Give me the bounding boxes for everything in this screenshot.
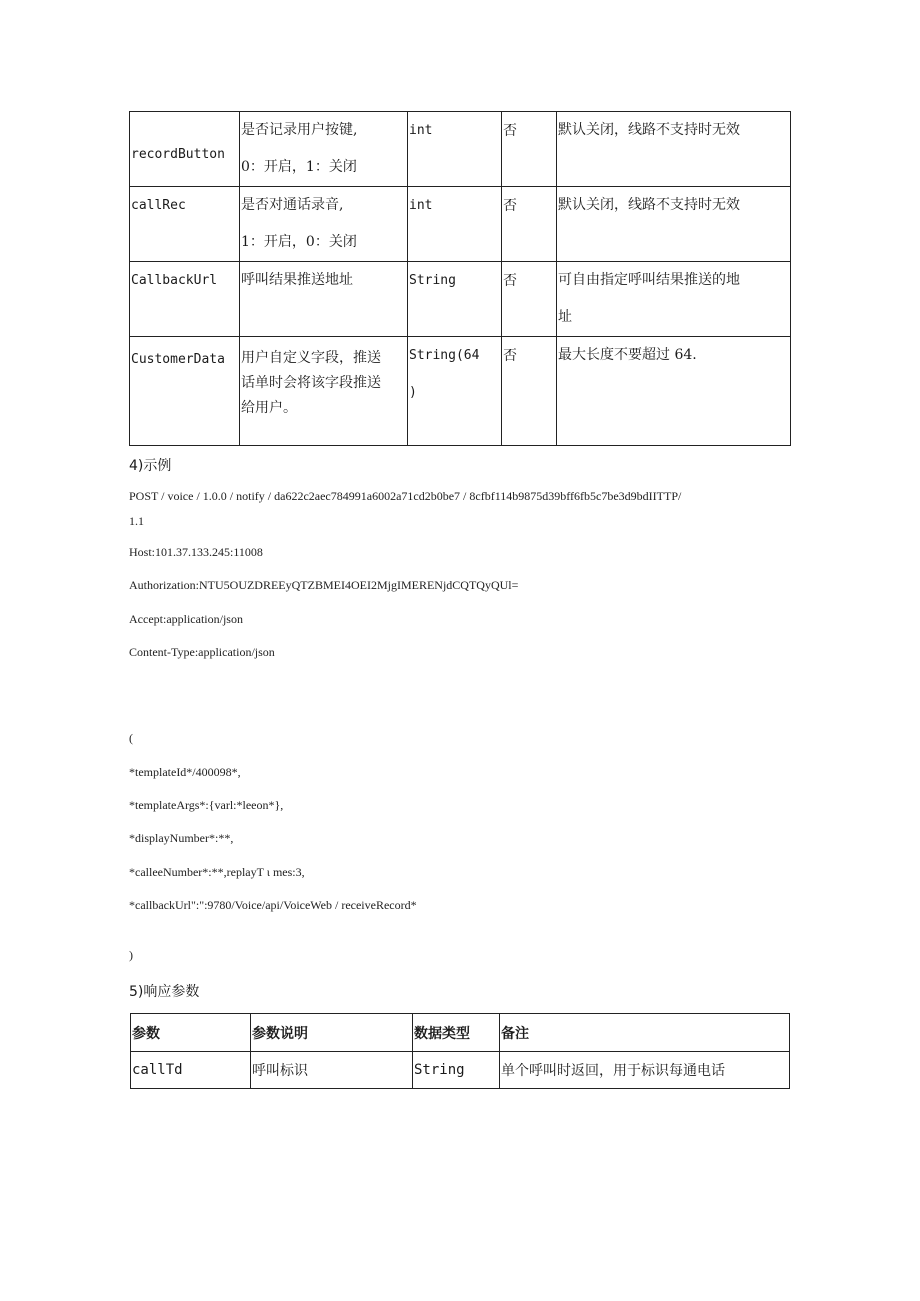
table-cell: String — [413, 1052, 500, 1089]
table-header-row — [131, 1014, 790, 1052]
param-type-cell-line: String(64 — [409, 348, 480, 363]
table-row — [130, 112, 791, 187]
param-name-cell-text: CustomerData — [131, 352, 225, 367]
param-name-cell-text: CallbackUrl — [131, 273, 218, 288]
accept-header: Accept:application/json — [129, 612, 243, 626]
body-line: *templateId*/400098*, — [129, 765, 241, 779]
param-desc-cell-line: 是否记录用户按键, — [241, 122, 358, 138]
param-type-cell-line: int — [409, 198, 433, 213]
param-desc-cell-line: 用户自定义字段，推送 — [241, 350, 381, 366]
request-line: POST / voice / 1.0.0 / notify / da622c2aec784991a6002a71cd2b0be7 / 8cfbf114b9875d39bff6fb5c7be3d9bdIITTP/ — [129, 489, 682, 503]
param-desc-cell — [240, 262, 408, 337]
param-type-cell-line: String — [409, 273, 456, 288]
body-line: *displayNumber*:**, — [129, 831, 234, 845]
body-line: *templateArgs*:{varl:*leeon*}, — [129, 798, 284, 812]
column-header: 数据类型 — [413, 1014, 500, 1052]
param-desc-cell-line: 0：开启，1：关闭 — [241, 159, 357, 175]
param-required-cell-text: 否 — [503, 198, 517, 214]
table-row — [130, 187, 791, 262]
content-type-header: Content-Type:application/json — [129, 645, 275, 659]
param-name-cell — [130, 337, 240, 446]
body-close-bracket: ) — [129, 948, 133, 962]
host-header: Host:101.37.133.245:11008 — [129, 545, 263, 559]
param-note-cell — [557, 112, 791, 187]
body-open-bracket: ( — [129, 731, 133, 745]
param-name-cell-text: callRec — [131, 198, 186, 213]
param-name-cell-text: recordButton — [131, 147, 225, 162]
example-heading: 4)示例 — [129, 458, 172, 474]
param-note-cell-line: 最大长度不要超过 64. — [558, 347, 697, 363]
param-required-cell — [502, 262, 557, 337]
param-note-cell-line: 址 — [558, 309, 572, 325]
param-type-cell-line: int — [409, 123, 433, 138]
body-line: *callbackUrl":":9780/Voice/api/VoiceWeb / receiveRecord* — [129, 898, 417, 912]
param-desc-cell — [240, 112, 408, 187]
param-required-cell — [502, 337, 557, 446]
param-note-cell — [557, 187, 791, 262]
authorization-header: Authorization:NTU5OUZDREEyQTZBMEI4OEI2MjgIMERENjdCQTQyQUl= — [129, 578, 519, 592]
param-desc-cell-line: 给用户。 — [241, 400, 297, 416]
request-line-continued: 1.1 — [129, 514, 144, 528]
param-type-cell — [408, 112, 502, 187]
param-note-cell-line: 可自由指定呼叫结果推送的地 — [558, 272, 740, 288]
param-type-cell — [408, 337, 502, 446]
response-heading: 5)响应参数 — [129, 984, 200, 1000]
table-row — [130, 262, 791, 337]
param-required-cell — [502, 112, 557, 187]
param-note-cell-line: 默认关闭，线路不支持时无效 — [558, 197, 740, 213]
column-header: 参数 — [131, 1014, 251, 1052]
param-required-cell-text: 否 — [503, 348, 517, 364]
param-note-cell — [557, 337, 791, 446]
param-desc-cell-line: 呼叫结果推送地址 — [241, 272, 353, 288]
param-note-cell-line: 默认关闭，线路不支持时无效 — [558, 122, 740, 138]
table-row — [131, 1052, 790, 1089]
param-name-cell — [130, 112, 240, 187]
param-name-cell — [130, 262, 240, 337]
param-desc-cell-line: 是否对通话录音, — [241, 197, 344, 213]
body-line: *calleeNumber*:**,replayT ι mes:3, — [129, 865, 305, 879]
response-parameter-table — [130, 1013, 790, 1089]
param-required-cell-text: 否 — [503, 273, 517, 289]
param-desc-cell-line: 1：开启，0：关闭 — [241, 234, 357, 250]
request-parameter-table — [129, 111, 791, 446]
column-header: 参数说明 — [251, 1014, 413, 1052]
param-required-cell-text: 否 — [503, 123, 517, 139]
param-desc-cell — [240, 187, 408, 262]
table-row — [130, 337, 791, 446]
param-note-cell — [557, 262, 791, 337]
param-type-cell-line: ) — [409, 385, 417, 400]
table-cell: 呼叫标识 — [251, 1052, 413, 1089]
param-desc-cell — [240, 337, 408, 446]
param-name-cell — [130, 187, 240, 262]
table-cell: callTd — [131, 1052, 251, 1089]
table-cell: 单个呼叫时返回，用于标识每通电话 — [500, 1052, 790, 1089]
param-type-cell — [408, 187, 502, 262]
param-type-cell — [408, 262, 502, 337]
param-required-cell — [502, 187, 557, 262]
column-header: 备注 — [500, 1014, 790, 1052]
param-desc-cell-line: 话单时会将该字段推送 — [241, 375, 381, 391]
